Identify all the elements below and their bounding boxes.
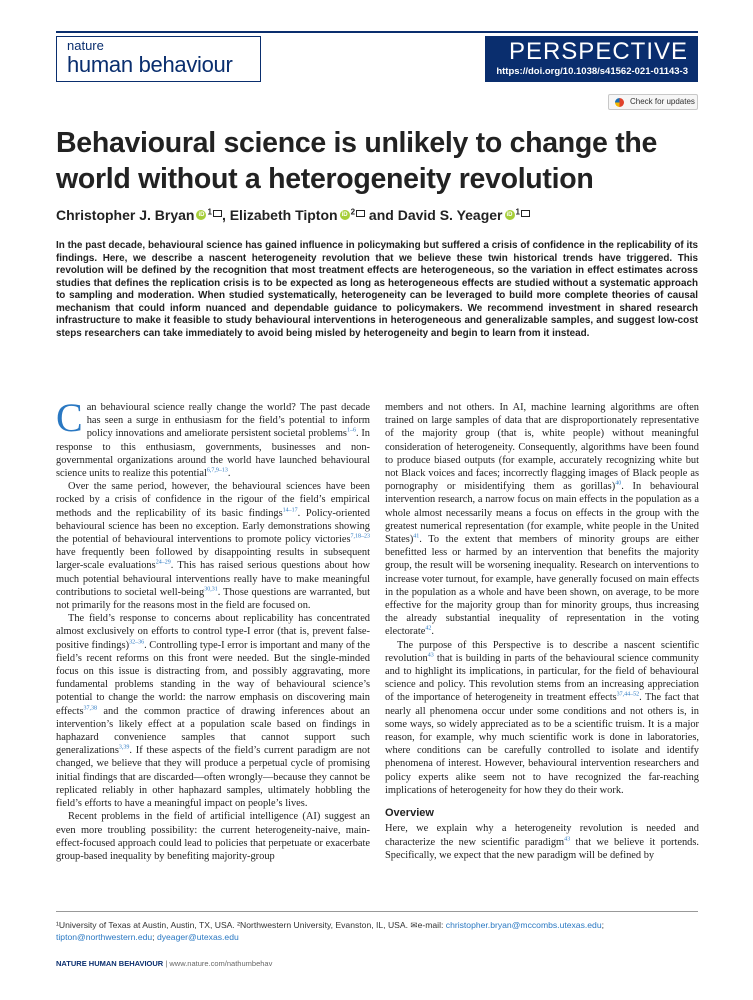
journal-logo[interactable] [56,36,261,82]
citation-ref[interactable]: 41 [413,533,420,540]
citation-ref[interactable]: 37,44–52 [616,692,640,698]
article-title: Behavioural science is unlikely to change the world without a heterogeneity revolution [56,127,658,195]
article-type-banner [485,36,698,82]
citation-ref[interactable]: 40 [615,480,622,487]
body-paragraph: Here, we explain why a heterogeneity revolution is needed and characterize the new scientific paradigm$^{43}$ that we believe it portends. Specifically, we expect that the new paradigm will be defined by [385,823,700,861]
body-column-left [56,395,370,863]
article-type: PERSPECTIVE [508,38,688,65]
citation-ref[interactable]: 32–36 [129,639,145,646]
author-name[interactable]: Christopher J. Bryan [56,207,195,223]
email-icon[interactable] [521,210,530,217]
orcid-icon[interactable]: iD [198,212,205,219]
affiliations-footnote: ¹University of Texas at Austin, Austin, TX, USA. ²Northwestern University, Evanston, IL, USA. ✉e-mail: christopher.bryan@mccombs.utexas.edu; tipton@northwestern.edu; dyeager@utexas.edu [56,920,605,942]
journal-name: NATURE HUMAN BEHAVIOUR [56,959,164,968]
affiliation-marker: 1 [207,207,212,217]
check-for-updates-label: Check for updates [630,97,695,106]
footnote-rule [56,911,698,912]
body-paragraph: Over the same period, however, the behavioural sciences have been rocked by a crisis of confidence in the rigour of the field’s empirical methods and the replicability of its basic findings$^{14-17}$. Policy-oriented behavioural science has been no exception. Early demonstrations showing the potential of behavioural interventions to promote policy victories$^{7,18-23}$ have frequently been followed by disappointing results in subsequent larger-scale evaluations$^{24-29}$. This has raised serious questions about how much potential behavioural interventions really have to make meaningful contributions to societal well-being$^{30,31}$. Those questions are warranted, but not primarily for the reasons most in the field are focused on. [56,481,370,612]
section-heading-overview: Overview [385,807,434,820]
citation-ref[interactable]: 6,7,9–13 [206,467,228,474]
journal-url[interactable]: www.nature.com/nathumbehav [169,959,273,968]
author-separator: and [365,207,398,223]
affiliation-marker: 1 [515,207,520,217]
logo-line-2: human behaviour [67,52,233,77]
body-paragraph: Recent problems in the field of artificial intelligence (AI) suggest an even more troubling possibility: the current heterogeneity-naive, main-effect-focused approach could lead to policies that perpetuate or exacerbate group-based inequality by benefiting majority-group [56,811,370,862]
body-paragraph: Can behavioural science really change the world? The past decade has seen a surge in enthusiasm for the field’s potential to inform policy innovations and ameliorate persistent societal problems$^{1-6}$. In response to this enthusiasm, governments, businesses and non-governmental organizations around the world have launched behavioural science units to realize this potential$^{6,7,9-13}$. [56,395,370,480]
citation-ref[interactable]: 3,39 [118,744,130,751]
email-link[interactable]: christopher.bryan@mccombs.utexas.edu [445,920,602,930]
drop-cap: C [56,395,83,440]
affiliation-marker: 2 [350,207,356,217]
journal-footer: NATURE HUMAN BEHAVIOUR | www.nature.com/nathumbehav [56,959,273,968]
citation-ref[interactable]: 30,31 [204,586,218,593]
logo-line-1: nature [67,38,104,53]
email-link[interactable]: dyeager@utexas.edu [156,932,239,942]
citation-ref[interactable]: 14–17 [282,507,298,514]
citation-ref[interactable]: 43 [564,836,571,843]
citation-ref[interactable]: 24–29 [155,559,171,566]
body-column-right [385,401,699,862]
author-separator: , [221,207,230,223]
citation-ref[interactable]: 37,38 [83,705,97,712]
orcid-icon[interactable]: iD [506,212,513,219]
author-name[interactable]: David S. Yeager [397,207,503,223]
citation-ref[interactable]: 42 [425,625,432,632]
author-name[interactable]: Elizabeth Tipton [229,207,338,223]
citation-ref[interactable]: 43 [427,652,434,659]
citation-ref[interactable]: 7,18–23 [350,533,370,540]
body-paragraph: The field’s response to concerns about replicability has concentrated almost exclusively on efforts to control type-I error (that is, prevent false-positive findings)$^{32-36}$. Controlling type-I error is important and many of the field’s recent reforms on this front were needed. But the single-minded focus on this issue is distracting from, and possibly aggravating, more fundamental problems standing in the way of behavioural science’s potential to change the world: the narrow emphasis on discovering main effects$^{37,38}$ and the common practice of drawing inferences about an intervention’s likely effect at a population scale based on findings in haphazard convenience samples that cannot support such generalizations$^{3,39}$. If these aspects of the field’s current paradigm are not changed, we believe that they will produce a perpetual cycle of promising initial findings that are discarded—often wrongly—because they cannot be replicated reliably in other haphazard samples, ultimately hobbling the field’s efforts to have a meaningful impact on people’s lives. [56,613,370,810]
author-list [56,207,706,223]
body-paragraph: members and not others. In AI, machine learning algorithms are often trained on large samples of data that are disproportionately representative of the majority group (that is, white people) without meaningful consideration of heterogeneity. Consequently, algorithms have been found to produce biased outputs (for example, accurately recognizing white but not Black voices and faces; incorrectly flagging images of Black people as pornography or misidentifying them as gorillas)$^{40}$. In behavioural intervention research, a narrow focus on main effects in the population as a whole almost necessarily means a focus on effects in the group with the greatest numerical representation (for example, white people in the United States)$^{41}$. To the extent that members of minority groups are either benefitted less or harmed by an intervention that benefits the majority group, the result will be worsening inequality. Research on interventions to increase voter turnout, for example, have generally focused on main effects in the population as a whole and have been shown, on average, to be more effective for the majority group than for minority groups, thus increasing the already substantial inequality of representation in the voting electorate$^{42}$. [385,402,699,638]
header-rule [56,31,698,33]
doi-link[interactable]: https://doi.org/10.1038/s41562-021-01143-3 [496,66,688,77]
crossmark-icon [615,98,624,107]
email-icon[interactable] [213,210,222,217]
email-icon[interactable] [356,210,365,217]
email-link[interactable]: tipton@northwestern.edu [56,932,153,942]
body-paragraph: The purpose of this Perspective is to describe a nascent scientific revolution$^{43}$ that is building in parts of the behavioural science community and to highlight its implications, in particular, for the field of behavioural science and policy. This revolution stems from an increasing appreciation of the importance of heterogeneity in treatment effects$^{37,44-52}$. The fact that nearly all phenomena occur under some conditions and not others is, in some ways, so widely appreciated as to be a scientific truism. It is a major reason, for example, why much scientific work is done in laboratories, where conditions can be carefully controlled to isolate and identify phenomena of interest. However, behavioural intervention researchers and policy experts alike seem not to have recognized the far-reaching implications of heterogeneity for how they do their work. [385,639,699,796]
abstract: In the past decade, behavioural science has gained influence in policymaking but suffered a crisis of confidence in the replicability of its findings. Here, we describe a nascent heterogeneity revolution that we believe these twin historical trends have triggered. This revolution will be defined by the recognition that most treatment effects are heterogeneous, so the variation in effect estimates across studies that defines the replication crisis is to be expected as long as heterogeneous effects are studied without a systematic approach to sampling and moderation. When studied systematically, heterogeneity can be leveraged to build more complete theories of causal mechanism that could inform nuanced and dependable guidance to policymakers. We recommend investment in shared research infrastructure to make it feasible to study behavioural interventions in heterogeneous and generalizable samples, and suggest low-cost steps researchers can take immediately to avoid being misled by heterogeneity and begin to learn from it instead. [56,240,698,339]
orcid-icon[interactable]: iD [341,212,348,219]
citation-ref[interactable]: 1–6 [346,427,356,434]
check-for-updates-button[interactable] [608,94,698,110]
